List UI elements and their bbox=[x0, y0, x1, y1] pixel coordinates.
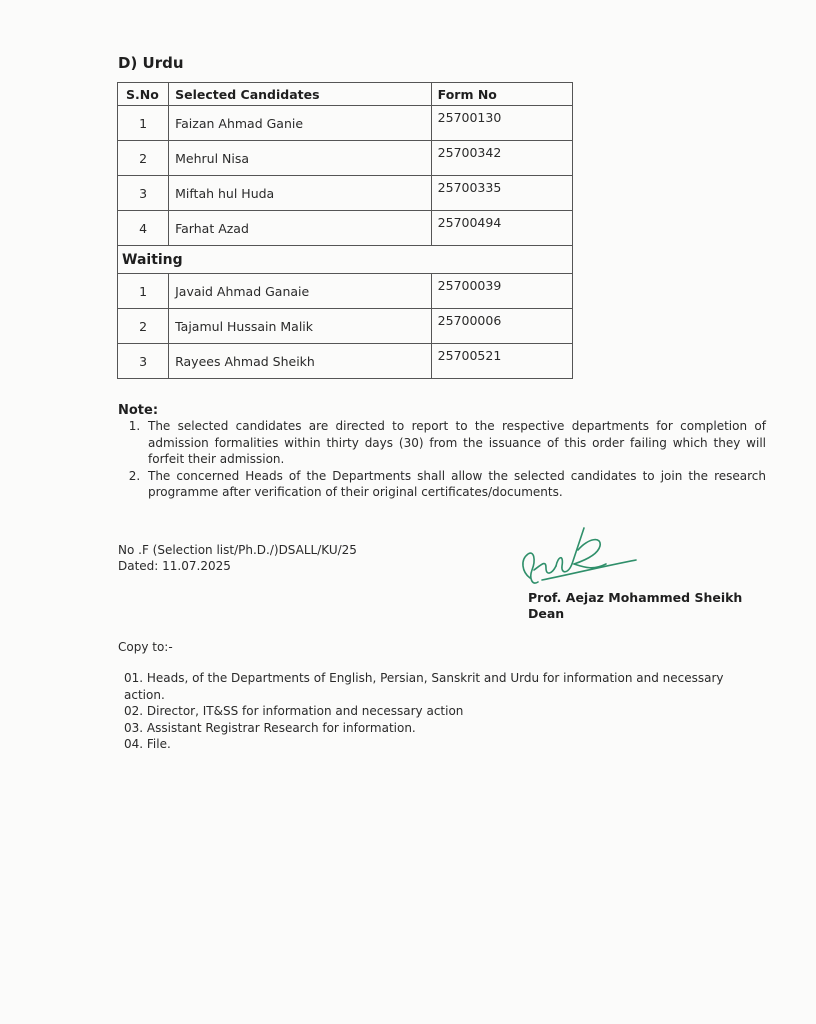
signatory-block bbox=[528, 590, 742, 622]
copy-item: 04. File. bbox=[124, 737, 171, 751]
cell-name: Miftah hul Huda bbox=[169, 176, 432, 211]
note-item: 2. The concerned Heads of the Departments shall allow the selected candidates to join the research programme after verification of their original certificates/documents. bbox=[144, 468, 766, 501]
cell-sno: 3 bbox=[118, 344, 169, 379]
cell-sno: 1 bbox=[118, 106, 169, 141]
table-header-row bbox=[118, 83, 573, 106]
waiting-row bbox=[118, 246, 573, 274]
signatory-designation: Dean bbox=[528, 606, 565, 621]
cell-sno: 2 bbox=[118, 141, 169, 176]
copy-heading: Copy to:- bbox=[118, 640, 173, 654]
cell-sno: 2 bbox=[118, 309, 169, 344]
cell-sno: 4 bbox=[118, 211, 169, 246]
header-sno: S.No bbox=[118, 83, 169, 106]
header-selected-candidates: Selected Candidates bbox=[169, 83, 432, 106]
table-row bbox=[118, 176, 573, 211]
cell-name: Rayees Ahmad Sheikh bbox=[169, 344, 432, 379]
cell-name: Javaid Ahmad Ganaie bbox=[169, 274, 432, 309]
header-form-no: Form No bbox=[431, 83, 572, 106]
copy-item: 02. Director, IT&SS for information and necessary action bbox=[124, 704, 464, 718]
cell-sno: 3 bbox=[118, 176, 169, 211]
table-row bbox=[118, 106, 573, 141]
cell-form-no: 25700039 bbox=[431, 274, 572, 309]
reference-date: Dated: 11.07.2025 bbox=[118, 559, 231, 573]
candidates-table bbox=[117, 82, 573, 379]
reference-block bbox=[118, 542, 357, 574]
reference-number: No .F (Selection list/Ph.D./)DSALL/KU/25 bbox=[118, 543, 357, 557]
signatory-name: Prof. Aejaz Mohammed Sheikh bbox=[528, 590, 743, 605]
table-row bbox=[118, 211, 573, 246]
cell-name: Faizan Ahmad Ganie bbox=[169, 106, 432, 141]
cell-name: Farhat Azad bbox=[169, 211, 432, 246]
copy-item: 03. Assistant Registrar Research for information. bbox=[124, 720, 416, 735]
table-row bbox=[118, 141, 573, 176]
cell-name: Mehrul Nisa bbox=[169, 141, 432, 176]
cell-form-no: 25700006 bbox=[431, 309, 572, 344]
cell-form-no: 25700335 bbox=[431, 176, 572, 211]
note-heading: Note: bbox=[118, 403, 159, 418]
cell-sno: 1 bbox=[118, 274, 169, 309]
copy-list bbox=[124, 670, 736, 753]
cell-form-no: 25700494 bbox=[431, 211, 572, 246]
table-row bbox=[118, 344, 573, 379]
cell-form-no: 25700521 bbox=[431, 344, 572, 379]
notes-list bbox=[118, 418, 766, 501]
table-row bbox=[118, 309, 573, 344]
cell-form-no: 25700130 bbox=[431, 106, 572, 141]
note-item: 1. The selected candidates are directed to report to the respective departments for completion of admission formalities within thirty days (30) from the issuance of this order failing which they will forfeit their admission. bbox=[144, 418, 766, 468]
cell-form-no: 25700342 bbox=[431, 141, 572, 176]
waiting-label: Waiting bbox=[118, 246, 573, 274]
table-row bbox=[118, 274, 573, 309]
copy-item: 01. Heads, of the Departments of English, Persian, Sanskrit and Urdu for information and necessary action. bbox=[124, 671, 724, 702]
cell-name: Tajamul Hussain Malik bbox=[169, 309, 432, 344]
section-title: D) Urdu bbox=[118, 54, 184, 72]
